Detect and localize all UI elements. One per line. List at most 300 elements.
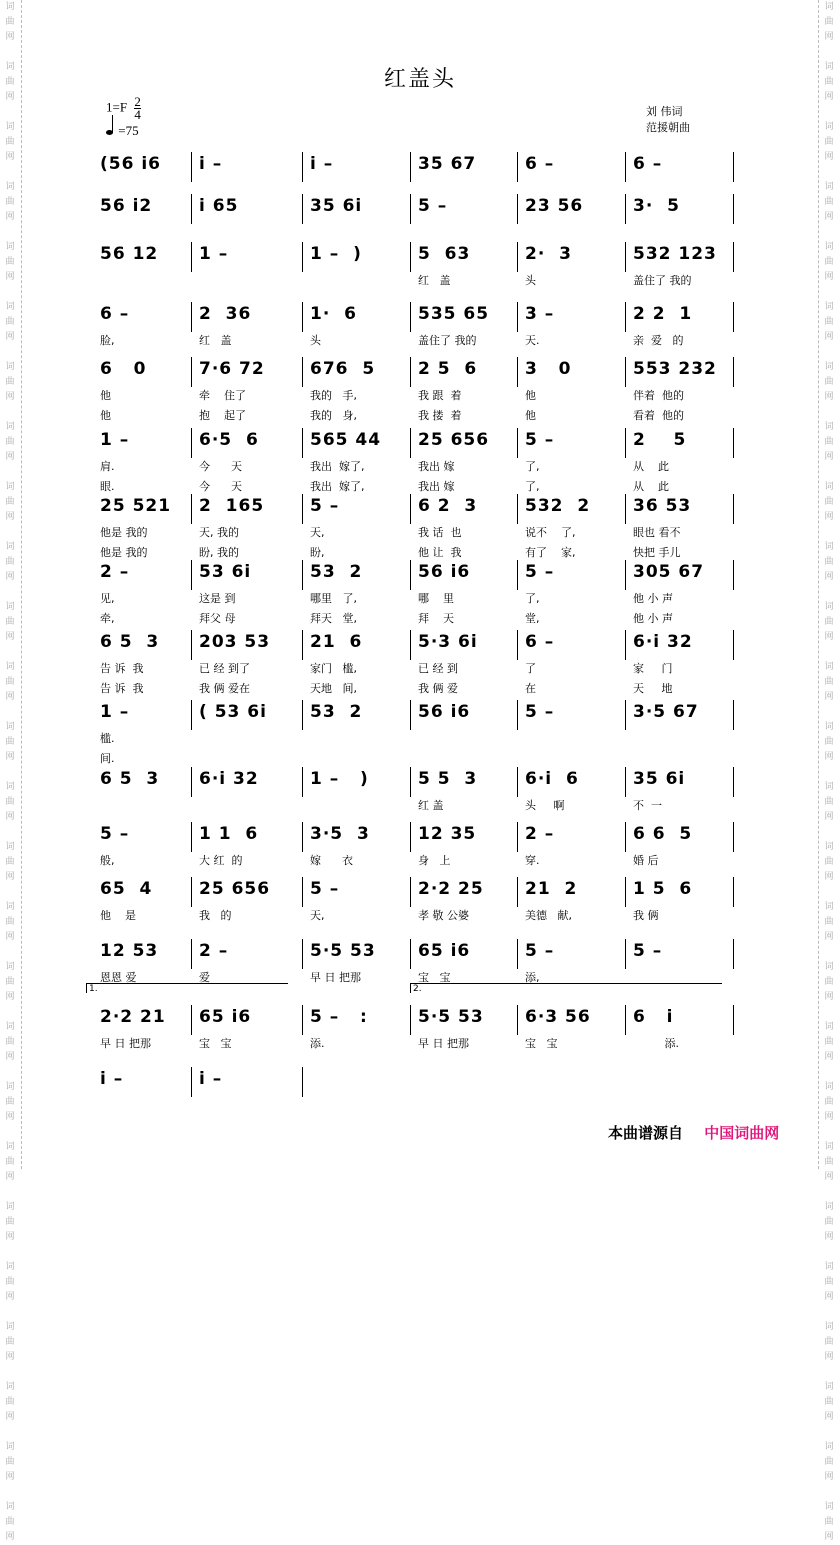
watermark-char: 词 — [5, 1442, 15, 1452]
watermark-char: 网 — [5, 752, 15, 762]
lyric-verse-1: 美德 献, — [525, 909, 572, 922]
lyric-verse-1: 宝 宝 — [199, 1037, 232, 1050]
measure — [302, 628, 410, 695]
measure-notes: 535 65 — [418, 304, 490, 324]
watermark-char: 曲 — [824, 377, 834, 387]
measure — [410, 820, 517, 868]
watermark-char: 网 — [824, 272, 834, 282]
watermark-char: 词 — [5, 1142, 15, 1152]
measure-notes: 25 521 — [100, 496, 172, 516]
watermark-char: 词 — [5, 1022, 15, 1032]
lyric-verse-2: 我 俩 爱 — [418, 682, 458, 695]
measure-notes: 5·3 6i — [418, 632, 478, 652]
measure-notes: 6 5 3 — [100, 632, 160, 652]
lyric-verse-1: 脸, — [100, 334, 115, 347]
watermark-char: 词 — [824, 422, 834, 432]
measure-notes: i – — [199, 1069, 223, 1089]
watermark-char: 曲 — [824, 17, 834, 27]
measure-notes: 21 2 — [525, 879, 578, 899]
measure-notes: 5 – — [525, 562, 555, 582]
measure-notes: 6 6 5 — [633, 824, 693, 844]
watermark-char: 网 — [824, 1472, 834, 1482]
measure — [191, 300, 302, 348]
lyric-verse-2: 堂, — [525, 612, 540, 625]
measure-notes: 6 – — [100, 304, 130, 324]
watermark-char: 网 — [824, 512, 834, 522]
measure — [302, 558, 410, 625]
barline — [733, 152, 734, 182]
barline — [733, 242, 734, 272]
lyric-verse-1: 他 — [100, 389, 111, 402]
watermark-char: 网 — [5, 152, 15, 162]
watermark-char: 曲 — [824, 1097, 834, 1107]
watermark-char: 曲 — [5, 917, 15, 927]
measure-notes: 3 – — [525, 304, 555, 324]
watermark-char: 词 — [5, 122, 15, 132]
lyric-verse-1: 从 此 — [633, 460, 669, 473]
watermark-char: 词 — [824, 1022, 834, 1032]
measure — [92, 765, 191, 813]
tempo-marking: =75 — [106, 123, 141, 139]
measure-notes: 1 – — [100, 702, 130, 722]
measure — [625, 355, 733, 422]
measure — [191, 492, 302, 559]
measure — [625, 698, 733, 746]
lyric-verse-1: 我出 嫁 — [418, 460, 455, 473]
lyric-verse-1: 了 — [525, 662, 536, 675]
time-signature: $\frac{2}{4}$ — [134, 94, 141, 122]
measure-notes: 5 5 3 — [418, 769, 478, 789]
watermark-char: 词 — [5, 1262, 15, 1272]
watermark-char: 词 — [5, 542, 15, 552]
measure — [625, 765, 733, 813]
watermark-char: 词 — [5, 302, 15, 312]
lyric-verse-2: 告 诉 我 — [100, 682, 144, 695]
measure — [410, 192, 517, 240]
measure-notes: 25 656 — [418, 430, 490, 450]
score-system — [92, 558, 737, 625]
watermark-char: 曲 — [5, 677, 15, 687]
watermark-char: 曲 — [5, 437, 15, 447]
measure-notes: i – — [199, 154, 223, 174]
measure — [625, 240, 733, 288]
lyric-verse-1: 孝 敬 公婆 — [418, 909, 469, 922]
watermark-char: 网 — [5, 1052, 15, 1062]
lyric-verse-2: 他是 我的 — [100, 546, 148, 559]
watermark-char: 曲 — [824, 197, 834, 207]
measure-notes: 1 – — [199, 244, 229, 264]
score-system — [92, 355, 737, 422]
watermark-char: 网 — [5, 1532, 15, 1542]
watermark-char: 网 — [5, 1472, 15, 1482]
measure-notes: 2 5 6 — [418, 359, 478, 379]
measure — [517, 698, 625, 746]
lyric-verse-1: 已 经 到了 — [199, 662, 250, 675]
measure — [625, 300, 733, 348]
measure-notes: 5 – — [310, 879, 340, 899]
watermark-char: 曲 — [824, 737, 834, 747]
watermark-char: 词 — [5, 242, 15, 252]
credits — [646, 104, 690, 136]
measure — [302, 937, 410, 985]
measure-notes: i 65 — [199, 196, 239, 216]
watermark-char: 曲 — [824, 77, 834, 87]
measure-notes: 5·5 53 — [418, 1007, 484, 1027]
lyric-verse-1: 婚 后 — [633, 854, 659, 867]
watermark-char: 网 — [824, 1292, 834, 1302]
measure — [191, 150, 302, 198]
watermark-char: 词 — [824, 662, 834, 672]
watermark-char: 词 — [824, 1442, 834, 1452]
measure-notes: 6·3 56 — [525, 1007, 591, 1027]
measure-notes: 1 – ) — [310, 769, 369, 789]
measure — [302, 192, 410, 240]
measure-notes: 3· 5 — [633, 196, 680, 216]
lyric-verse-2: 他 让 我 — [418, 546, 462, 559]
watermark-char: 词 — [5, 962, 15, 972]
watermark-char: 曲 — [824, 317, 834, 327]
lyric-verse-1: 他 是 — [100, 909, 136, 922]
measure — [302, 300, 410, 348]
measure — [410, 937, 517, 985]
watermark-char: 网 — [5, 1112, 15, 1122]
measure — [92, 698, 191, 765]
barline — [302, 1067, 303, 1097]
lyric-verse-1: 头 — [310, 334, 321, 347]
measure-notes: 1· 6 — [310, 304, 357, 324]
watermark-char: 网 — [5, 32, 15, 42]
measure — [302, 492, 410, 559]
measure-notes: 35 67 — [418, 154, 477, 174]
measure-notes: 2·2 21 — [100, 1007, 166, 1027]
measure-notes: 2 5 — [633, 430, 687, 450]
lyric-verse-2: 快把 手儿 — [633, 546, 681, 559]
watermark-char: 词 — [824, 302, 834, 312]
barline — [733, 194, 734, 224]
measure-notes: 25 656 — [199, 879, 271, 899]
watermark-char: 词 — [5, 782, 15, 792]
measure-notes: 6·i 32 — [199, 769, 259, 789]
lyric-verse-1: 添. — [310, 1037, 325, 1050]
lyric-verse-1: 爱 — [199, 971, 210, 984]
watermark-strip-right — [818, 0, 840, 1542]
lyric-verse-1: 头 啊 — [525, 799, 565, 812]
measure-notes: 23 56 — [525, 196, 584, 216]
watermark-char: 词 — [824, 242, 834, 252]
measure-notes: 5 – : — [310, 1007, 368, 1027]
score-system — [92, 1065, 737, 1113]
measure-notes: 6 – — [525, 154, 555, 174]
lyric-verse-1: 头 — [525, 274, 536, 287]
measure — [410, 355, 517, 422]
measure-notes: 2 36 — [199, 304, 252, 324]
watermark-char: 曲 — [824, 1277, 834, 1287]
measure-notes: 6 – — [525, 632, 555, 652]
watermark-char: 网 — [824, 152, 834, 162]
measure-notes: 36 53 — [633, 496, 692, 516]
measure — [625, 1003, 733, 1051]
measure-notes: 6 i — [633, 1007, 674, 1027]
measure-notes: 53 2 — [310, 562, 363, 582]
watermark-char: 曲 — [824, 1397, 834, 1407]
lyric-verse-1: 宝 宝 — [418, 971, 451, 984]
watermark-char: 网 — [824, 692, 834, 702]
lyric-verse-1: 牵 住了 — [199, 389, 246, 402]
barline — [733, 560, 734, 590]
measure-notes: 65 4 — [100, 879, 153, 899]
measure — [517, 240, 625, 288]
score-system — [92, 150, 737, 198]
measure-notes: 553 232 — [633, 359, 717, 379]
measure — [625, 937, 733, 985]
measure — [517, 150, 625, 198]
watermark-char: 词 — [5, 902, 15, 912]
watermark-char: 曲 — [824, 137, 834, 147]
watermark-char: 曲 — [824, 257, 834, 267]
lyric-verse-2: 我 俩 爱在 — [199, 682, 250, 695]
measure — [302, 765, 410, 813]
measure-notes: 2·2 25 — [418, 879, 484, 899]
watermark-char: 网 — [5, 812, 15, 822]
lyric-verse-2: 眼. — [100, 480, 115, 493]
watermark-char: 词 — [824, 62, 834, 72]
measure-notes: 53 6i — [199, 562, 252, 582]
measure-notes: 532 2 — [525, 496, 591, 516]
lyric-verse-1: 槛. — [100, 732, 115, 745]
watermark-char: 曲 — [824, 677, 834, 687]
lyric-verse-1: 大 红 的 — [199, 854, 243, 867]
site-brand-link[interactable]: 中国词曲网 — [704, 1124, 780, 1142]
watermark-char: 网 — [5, 272, 15, 282]
watermark-char: 网 — [824, 1052, 834, 1062]
lyric-verse-1: 我 话 也 — [418, 526, 462, 539]
watermark-char: 曲 — [5, 977, 15, 987]
measure — [92, 192, 191, 240]
measure — [191, 820, 302, 868]
measure — [410, 150, 517, 198]
watermark-char: 网 — [824, 812, 834, 822]
measure — [517, 558, 625, 625]
watermark-char: 网 — [824, 572, 834, 582]
measure — [191, 1065, 302, 1113]
watermark-char: 词 — [824, 1382, 834, 1392]
watermark-char: 曲 — [824, 1157, 834, 1167]
watermark-char: 网 — [5, 572, 15, 582]
watermark-char: 词 — [824, 722, 834, 732]
watermark-char: 网 — [824, 1352, 834, 1362]
watermark-char: 网 — [5, 632, 15, 642]
watermark-char: 网 — [5, 212, 15, 222]
measure — [191, 240, 302, 288]
watermark-char: 曲 — [824, 1337, 834, 1347]
lyric-verse-1: 天, 我的 — [199, 526, 239, 539]
measure — [625, 628, 733, 695]
measure — [517, 628, 625, 695]
watermark-strip-left — [0, 0, 22, 1542]
score-system — [92, 628, 737, 695]
measure-notes: 21 6 — [310, 632, 363, 652]
measure-notes: 1 – ) — [310, 244, 362, 264]
quarter-note-icon — [106, 130, 113, 135]
watermark-char: 曲 — [5, 797, 15, 807]
measure-notes: 65 i6 — [199, 1007, 252, 1027]
watermark-char: 曲 — [5, 497, 15, 507]
measure — [191, 765, 302, 813]
barline — [733, 428, 734, 458]
watermark-char: 网 — [5, 392, 15, 402]
measure-notes: 305 67 — [633, 562, 705, 582]
watermark-char: 网 — [824, 1232, 834, 1242]
measure — [625, 558, 733, 625]
lyric-verse-1: 早 日 把那 — [100, 1037, 151, 1050]
watermark-char: 网 — [5, 992, 15, 1002]
watermark-char: 曲 — [824, 917, 834, 927]
barline — [733, 939, 734, 969]
measure — [410, 492, 517, 559]
score-system — [92, 426, 737, 493]
watermark-char: 词 — [824, 782, 834, 792]
measure-notes: 5 – — [633, 941, 663, 961]
measure-notes: 5 – — [525, 941, 555, 961]
measure-notes: 5 – — [525, 430, 555, 450]
key-signature: 1=F — [106, 99, 128, 115]
watermark-char: 曲 — [5, 1457, 15, 1467]
lyric-verse-1: 家门 槛, — [310, 662, 357, 675]
lyric-verse-2: 他 — [100, 409, 111, 422]
barline — [733, 877, 734, 907]
watermark-char: 词 — [824, 1262, 834, 1272]
measure-notes: i – — [310, 154, 334, 174]
watermark-char: 词 — [824, 842, 834, 852]
measure — [302, 1003, 410, 1051]
watermark-char: 网 — [824, 872, 834, 882]
watermark-char: 词 — [824, 902, 834, 912]
watermark-char: 曲 — [5, 1097, 15, 1107]
watermark-char: 网 — [5, 872, 15, 882]
second-ending-bracket: 2. — [410, 983, 722, 993]
lyric-verse-2: 天 地 — [633, 682, 673, 695]
measure — [517, 820, 625, 868]
lyric-verse-1: 我 的 — [199, 909, 232, 922]
watermark-char: 网 — [5, 692, 15, 702]
measure — [92, 492, 191, 559]
key-tempo-info — [106, 96, 141, 139]
measure — [191, 628, 302, 695]
lyric-verse-2: 了, — [525, 480, 540, 493]
lyric-verse-2: 他 — [525, 409, 536, 422]
lyric-verse-1: 恩恩 爱 — [100, 971, 137, 984]
watermark-char: 曲 — [824, 617, 834, 627]
measure — [92, 558, 191, 625]
watermark-char: 曲 — [5, 1217, 15, 1227]
measure — [625, 150, 733, 198]
measure-notes: 6·5 6 — [199, 430, 259, 450]
lyric-verse-1: 穿. — [525, 854, 540, 867]
watermark-char: 曲 — [5, 137, 15, 147]
watermark-char: 曲 — [5, 17, 15, 27]
measure-notes: (56 i6 — [100, 154, 162, 174]
measure — [517, 492, 625, 559]
watermark-char: 网 — [5, 1172, 15, 1182]
measure — [625, 192, 733, 240]
watermark-char: 曲 — [5, 1277, 15, 1287]
barline — [733, 302, 734, 332]
lyric-verse-2: 他 小 声 — [633, 612, 673, 625]
measure-notes: 6 0 — [100, 359, 147, 379]
measure — [191, 937, 302, 985]
watermark-char: 网 — [824, 1112, 834, 1122]
lyric-verse-1: 眼也 看不 — [633, 526, 681, 539]
watermark-char: 词 — [824, 362, 834, 372]
watermark-char: 词 — [5, 482, 15, 492]
lyric-verse-1: 盖住了 我的 — [633, 274, 692, 287]
barline — [733, 1005, 734, 1035]
measure — [517, 426, 625, 493]
measure — [517, 1003, 625, 1051]
measure — [92, 875, 191, 923]
lyric-verse-2: 我 搂 着 — [418, 409, 462, 422]
watermark-char: 词 — [5, 1082, 15, 1092]
measure-notes: 6·i 32 — [633, 632, 693, 652]
first-ending-bracket: 1. — [86, 983, 288, 993]
watermark-char: 词 — [824, 182, 834, 192]
measure — [625, 492, 733, 559]
measure — [410, 698, 517, 746]
measure — [410, 875, 517, 923]
barline — [733, 700, 734, 730]
watermark-char: 曲 — [5, 197, 15, 207]
measure-notes: 2· 3 — [525, 244, 572, 264]
watermark-char: 曲 — [824, 497, 834, 507]
watermark-char: 词 — [824, 602, 834, 612]
watermark-char: 词 — [5, 722, 15, 732]
measure — [191, 1003, 302, 1051]
watermark-char: 曲 — [5, 857, 15, 867]
watermark-char: 词 — [5, 842, 15, 852]
measure-notes: 3·5 67 — [633, 702, 699, 722]
measure-notes: 12 53 — [100, 941, 159, 961]
measure-notes: 6 – — [633, 154, 663, 174]
measure-notes: 6·i 6 — [525, 769, 579, 789]
barline — [733, 767, 734, 797]
measure-notes: 35 6i — [310, 196, 363, 216]
measure-notes: 565 44 — [310, 430, 382, 450]
composer: 范援朝曲 — [646, 121, 690, 134]
measure — [92, 937, 191, 985]
lyric-verse-1: 红 盖 — [199, 334, 232, 347]
lyric-verse-1: 天, — [310, 526, 325, 539]
measure — [410, 628, 517, 695]
lyric-verse-1: 红 盖 — [418, 799, 444, 812]
watermark-char: 曲 — [5, 1157, 15, 1167]
measure — [92, 1065, 191, 1113]
lyric-verse-1: 了, — [525, 592, 540, 605]
measure-notes: 7·6 72 — [199, 359, 265, 379]
watermark-char: 网 — [5, 1292, 15, 1302]
measure — [410, 240, 517, 288]
measure-notes: 2 – — [100, 562, 130, 582]
watermark-char: 曲 — [5, 377, 15, 387]
measure-notes: 65 i6 — [418, 941, 471, 961]
measure — [625, 875, 733, 923]
lyric-verse-1: 了, — [525, 460, 540, 473]
watermark-char: 网 — [824, 392, 834, 402]
measure — [191, 192, 302, 240]
measure-notes: 5 – — [100, 824, 130, 844]
measure — [517, 765, 625, 813]
measure-notes: 5·5 53 — [310, 941, 376, 961]
watermark-char: 词 — [5, 362, 15, 372]
